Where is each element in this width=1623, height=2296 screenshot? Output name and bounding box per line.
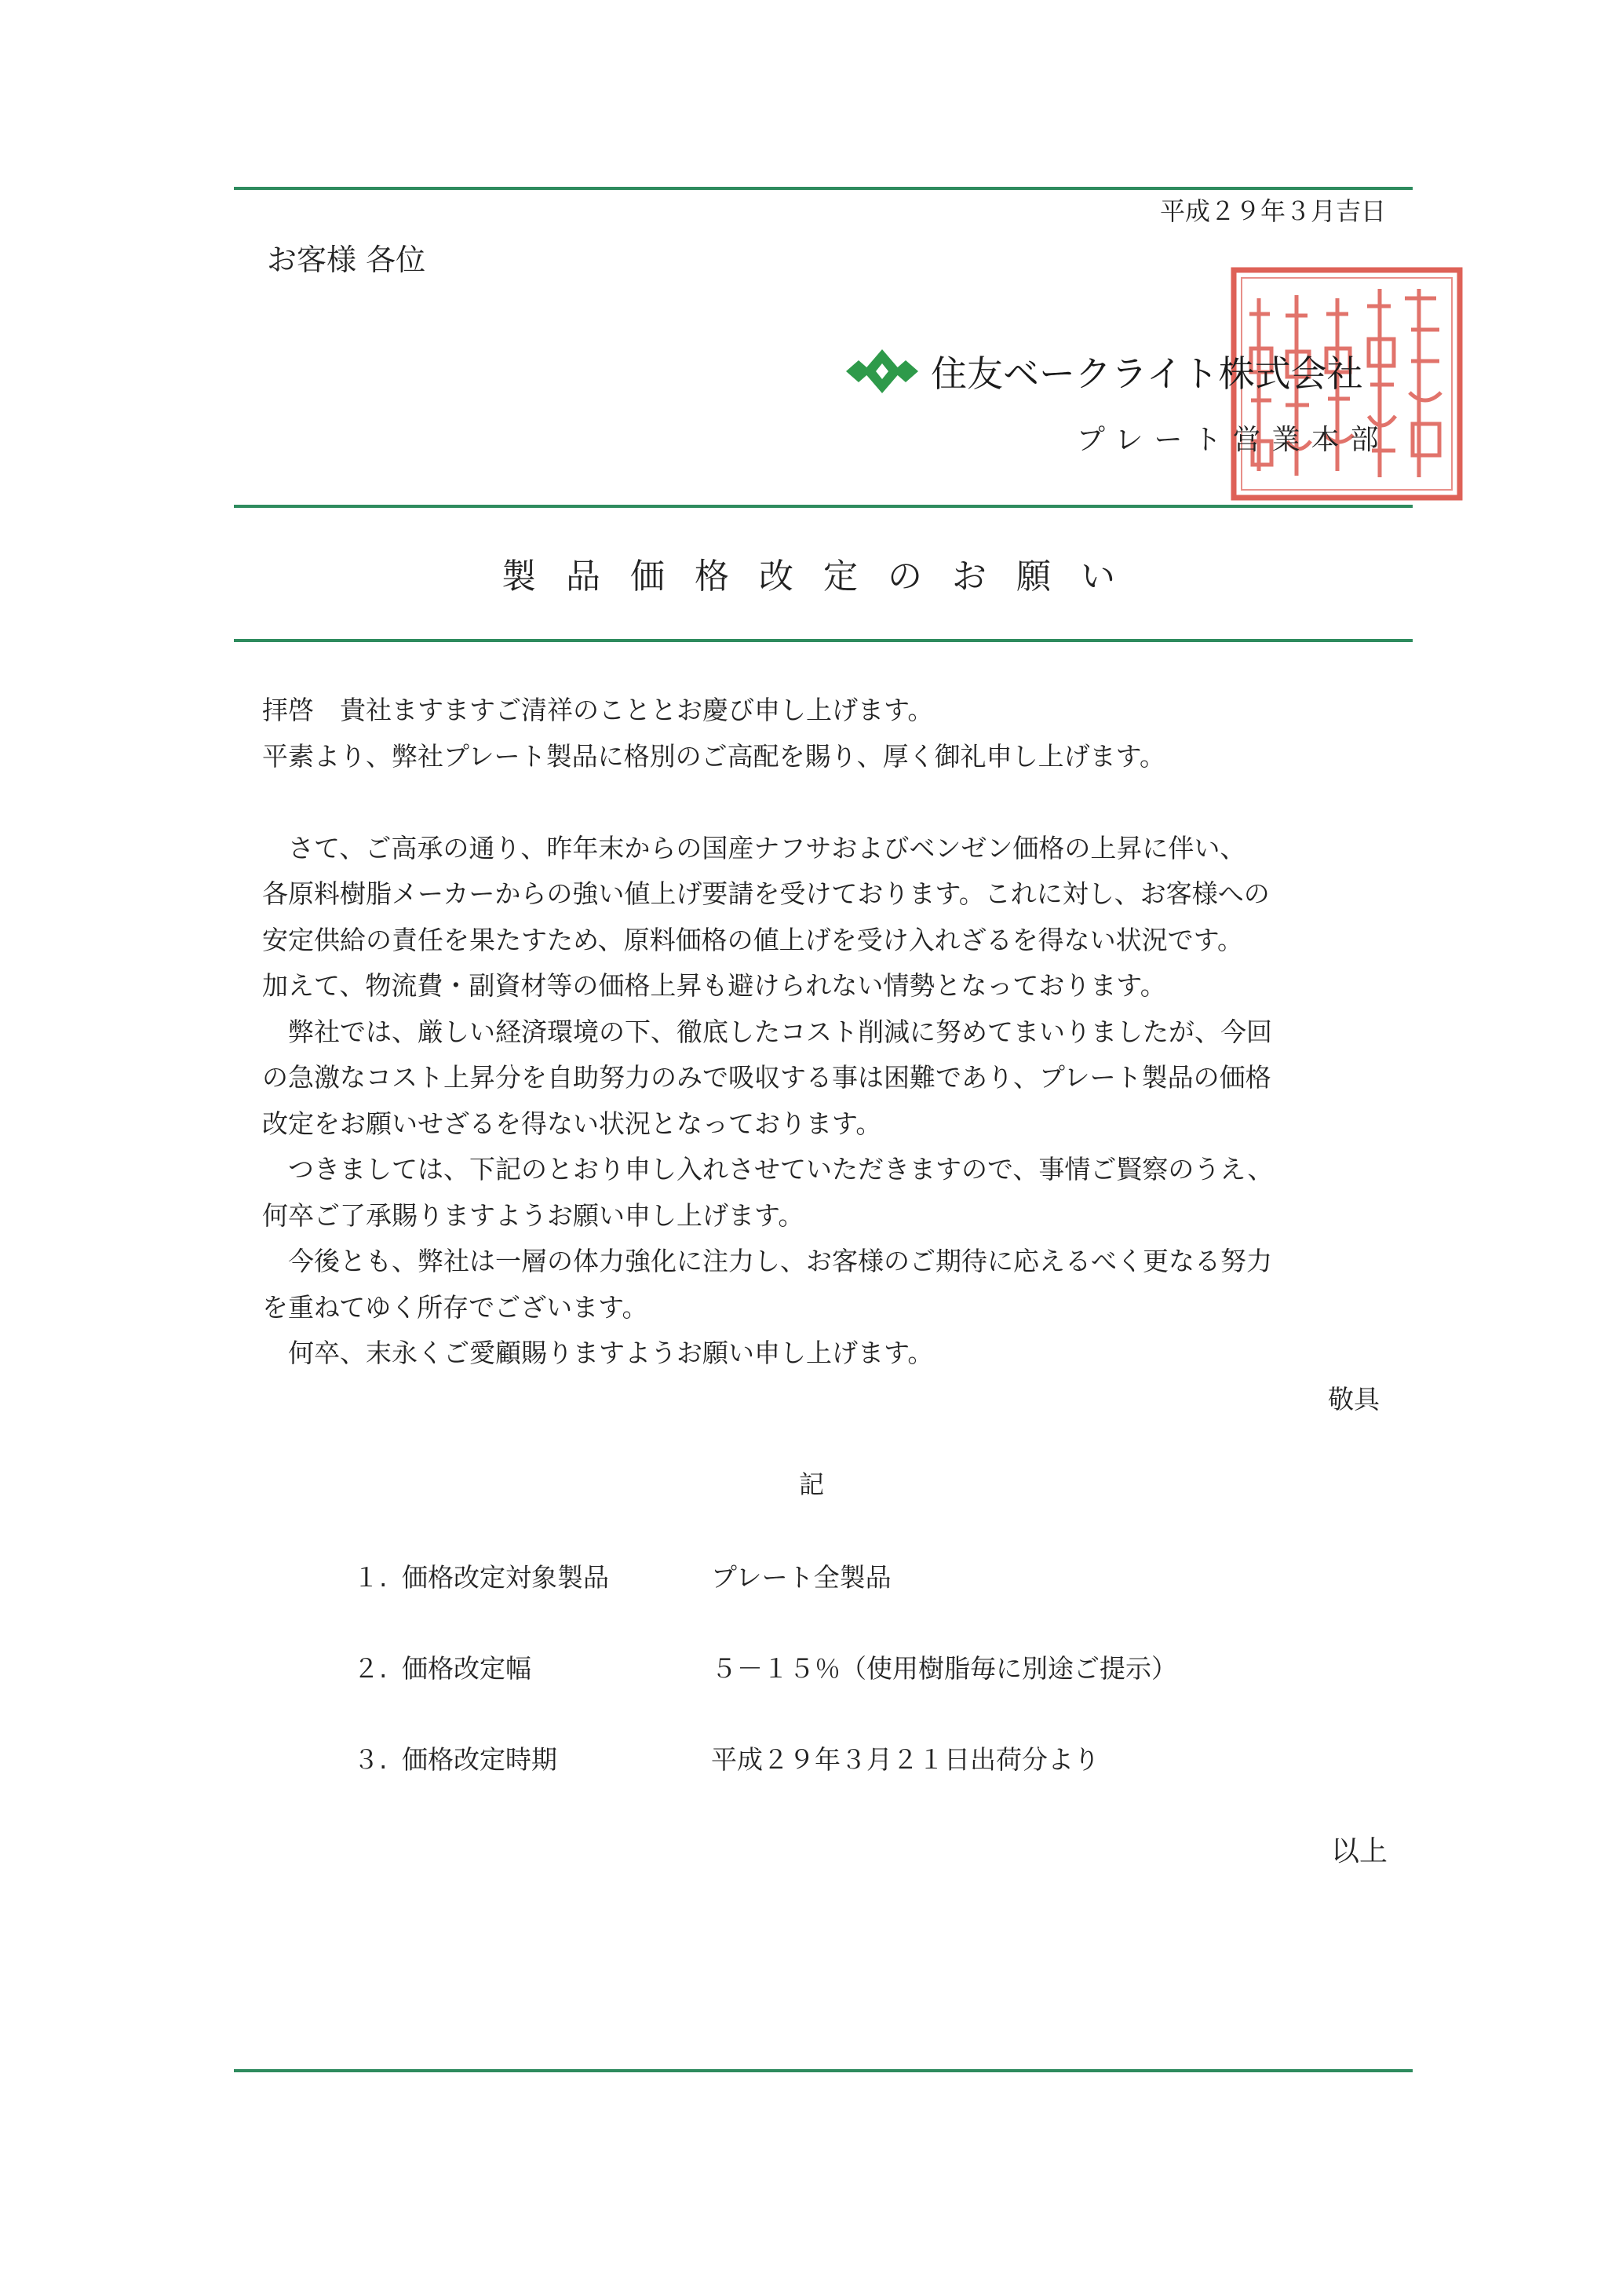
closing-keigu: 敬具 bbox=[1328, 1383, 1380, 1414]
body-line: 加えて、物流費・副資材等の価格上昇も避けられない情勢となっております。 bbox=[262, 970, 1166, 1001]
company-header bbox=[841, 345, 1363, 397]
body-line-blank bbox=[262, 779, 1392, 826]
title-bottom-rule bbox=[234, 639, 1413, 642]
company-name: 住友ベークライト株式会社 bbox=[931, 352, 1363, 395]
body-line: 改定をお願いせざるを得ない状況となっております。 bbox=[262, 1108, 882, 1139]
item-value: プレート全製品 bbox=[711, 1562, 892, 1593]
closing-ijo: 以上 bbox=[1330, 1835, 1388, 1867]
body-line: を重ねてゆく所存でございます。 bbox=[262, 1291, 648, 1323]
header-bottom-rule bbox=[234, 505, 1413, 508]
body-line: 平素より、弊社プレート製品に格別のご高配を賜り、厚く御礼申し上げます。 bbox=[262, 740, 1166, 772]
sumitomo-diamond-logo-icon bbox=[841, 348, 923, 395]
item-label: 価格改定幅 bbox=[402, 1653, 531, 1684]
ki-heading: 記 bbox=[798, 1469, 824, 1499]
item-label: 価格改定時期 bbox=[402, 1744, 557, 1775]
list-item bbox=[353, 1557, 892, 1594]
top-rule bbox=[234, 187, 1413, 190]
body-line: 各原料樹脂メーカーからの強い値上げ要請を受けております。これに対し、お客様への bbox=[262, 878, 1270, 909]
department-name: プレート営業本部 bbox=[1077, 424, 1390, 456]
addressee: お客様 各位 bbox=[267, 243, 426, 277]
list-item bbox=[353, 1739, 1100, 1776]
item-label: 価格改定対象製品 bbox=[402, 1562, 609, 1593]
list-item bbox=[353, 1648, 1177, 1685]
body-line: 弊社では、厳しい経済環境の下、徹底したコスト削減に努めてまいりましたが、今回 bbox=[262, 1016, 1272, 1047]
item-number: ２. bbox=[353, 1653, 388, 1684]
item-value: 平成２９年３月２１日出荷分より bbox=[711, 1744, 1100, 1775]
letter-body bbox=[262, 688, 1392, 1422]
item-number: ３. bbox=[353, 1744, 388, 1775]
issue-date: 平成２９年３月吉日 bbox=[1159, 196, 1386, 226]
body-line: つきましては、下記のとおり申し入れさせていただきますので、事情ご賢察のうえ、 bbox=[262, 1154, 1274, 1185]
body-line: 今後とも、弊社は一層の体力強化に注力し、お客様のご期待に応えるべく更なる努力 bbox=[262, 1246, 1272, 1276]
item-number: １. bbox=[353, 1562, 388, 1593]
body-line: 拝啓 貴社ますますご清祥のこととお慶び申し上げます。 bbox=[262, 695, 934, 725]
body-line: 何卒ご了承賜りますようお願い申し上げます。 bbox=[262, 1199, 804, 1231]
body-line: 何卒、末永くご愛顧賜りますようお願い申し上げます。 bbox=[262, 1338, 934, 1368]
body-line: 安定供給の責任を果たすため、原料価格の値上げを受け入れざるを得ない状況です。 bbox=[262, 924, 1244, 955]
document-title: 製品価格改定のお願い bbox=[501, 557, 1145, 597]
item-value: ５－１５％（使用樹脂毎に別途ご提示） bbox=[711, 1653, 1177, 1684]
body-line: の急激なコスト上昇分を自助努力のみで吸収する事は困難であり、プレート製品の価格 bbox=[262, 1062, 1271, 1093]
footer-rule bbox=[234, 2069, 1413, 2072]
body-line: さて、ご高承の通り、昨年末からの国産ナフサおよびベンゼン価格の上昇に伴い、 bbox=[262, 832, 1246, 863]
